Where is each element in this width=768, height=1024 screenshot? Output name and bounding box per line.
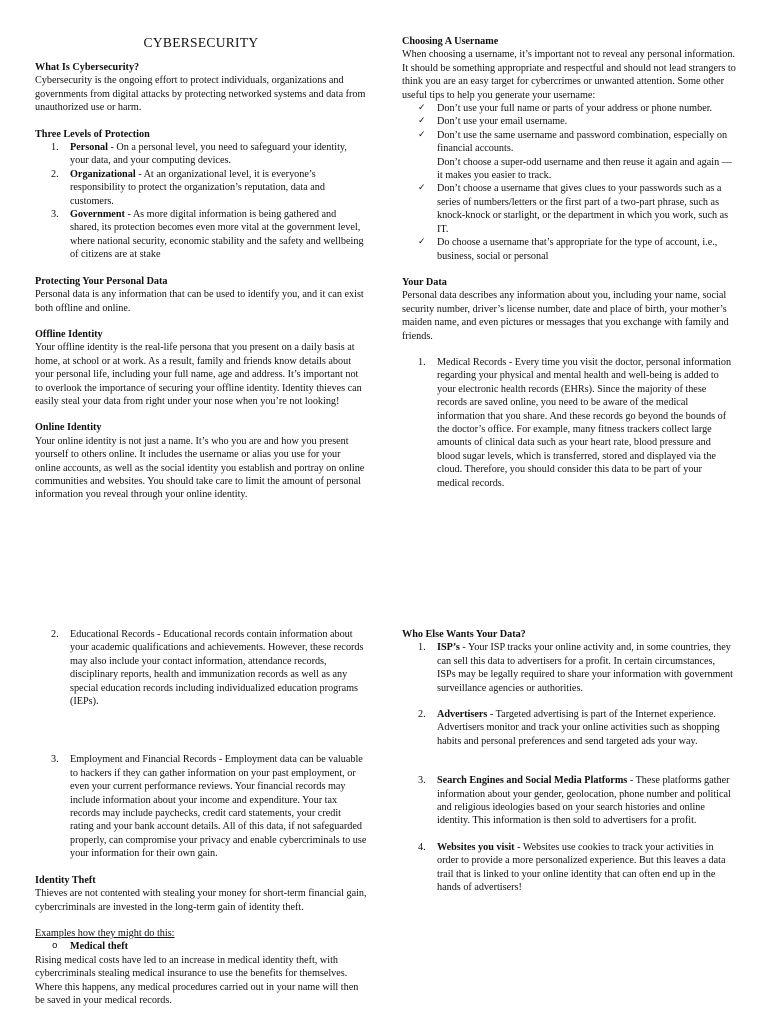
item-number: 2. (51, 629, 59, 640)
who-else-heading: Who Else Wants Your Data? (402, 629, 526, 640)
list-item (35, 168, 367, 208)
records-list-1 (402, 356, 736, 490)
tip-text: Don’t use your full name or parts of your address or phone number. (437, 103, 713, 115)
checkmark-icon: ✓ (418, 237, 426, 248)
username-tips-list (402, 102, 736, 263)
item-number: 1. (418, 642, 426, 654)
level-text: - As more digital information is being gathered and shared, its protection becomes even more vital at the government level, where national security, economic stability and the safety and wellbeing of citizens are at stake (70, 209, 364, 261)
checkmark-icon: ✓ (418, 103, 426, 114)
who-text: - Websites use cookies to track your activities in order to provide a more personalized experience. But this leaves a data trail that is linked to your online identity that can often end up in the hands of advertisers! (437, 841, 726, 894)
top-right-column (402, 35, 736, 490)
who-term: Advertisers (437, 709, 488, 721)
identity-theft-heading: Identity Theft (35, 874, 96, 886)
list-item (35, 753, 367, 860)
online-body: Your online identity is not just a name. It’s who you are and how you present yourself to others online. It includes the username or alias you use for your online accounts, as well as the social identity you establish and portray on online communities and websites. You should take care to limit the amount of personal information you reveal through your online identity. (35, 435, 365, 501)
record-text: Employment and Financial Records - Employment data can be valuable to hackers if they can gather information on your past employment, or even your current performance reviews. Your financial records may include information about your income and expenditure. Your tax records may include paychecks, credit card statements, your credit rating and your bank account details. All of this data, if not safeguarded properly, can compromise your privacy and enable cybercriminals to use your information for their own gain. (70, 754, 367, 860)
list-item (402, 236, 736, 263)
who-term: Search Engines and Social Media Platforms (437, 775, 628, 787)
levels-list (35, 141, 367, 262)
levels-heading: Three Levels of Protection (35, 128, 150, 140)
what-is-body: Cybersecurity is the ongoing effort to protect individuals, organizations and governments from digital attacks by protecting networked systems and data from unauthorized use or harm. (35, 75, 366, 114)
who-text: - Your ISP tracks your online activity and, in some countries, they can sell this data to advertisers for a profit. In certain circumstances, ISPs may be legally required to share your information with government surveillance agencies or authorities. (437, 642, 733, 694)
item-number: 3. (51, 209, 59, 221)
medical-theft-body: Rising medical costs have led to an increase in medical identity theft, with cybercriminals stealing medical insurance to use the benefits for themselves. Where this happens, any medical procedures carried out in your name will then be saved in your medical records. (35, 954, 359, 1006)
list-item (402, 708, 736, 748)
your-data-heading: Your Data (402, 276, 447, 288)
tip-text: Don’t use your email username. (437, 116, 568, 128)
item-number: 3. (51, 754, 59, 766)
who-term: Websites you visit (437, 841, 515, 853)
tip-text: Do choose a username that’s appropriate for the type of account, i.e., business, social or personal (437, 237, 718, 262)
checkmark-icon: ✓ (418, 116, 426, 127)
list-item (35, 628, 367, 708)
list-item (402, 182, 736, 236)
page-title: CYBERSECURITY (143, 35, 259, 50)
list-item (402, 356, 736, 490)
list-item (402, 641, 736, 695)
item-number: 3. (418, 775, 426, 787)
who-text: - These platforms gather information about your gender, geolocation, phone number and political and religious ideologies based on your search histories and online identity. This information is then sold to advertisers for a profit. (437, 775, 731, 827)
list-item (402, 156, 736, 183)
checkmark-icon: ✓ (418, 129, 426, 140)
list-item (35, 208, 367, 262)
item-number: 1. (418, 356, 426, 368)
protecting-heading: Protecting Your Personal Data (35, 275, 168, 287)
circle-bullet-icon: o (52, 941, 58, 952)
top-left-column (35, 35, 367, 502)
records-list-3 (35, 753, 367, 860)
list-item (402, 841, 736, 895)
list-item (402, 129, 736, 156)
level-text: - At an organizational level, it is everyone’s responsibility to protect the organization’s reputation, data and customers. (70, 168, 325, 207)
examples-list (35, 940, 367, 953)
records-list-2 (35, 628, 367, 708)
tip-text: Don’t choose a username that gives clues to your passwords such as a series of numbers/letters or the first part of a two-part phrase, such as knock-knock or starlight, or the department in which you work, such as IT. (437, 183, 729, 235)
offline-heading: Offline Identity (35, 328, 103, 340)
item-number: 2. (51, 168, 59, 180)
who-term: ISP’s (437, 642, 460, 654)
level-term: Organizational (70, 168, 136, 180)
identity-theft-body: Thieves are not contented with stealing your money for short-term financial gain, cybercriminals are invested in the long-term gain of identity theft. (35, 888, 367, 913)
medical-theft-label: Medical theft (70, 941, 128, 953)
username-body: When choosing a username, it’s important not to reveal any personal information. It should be something appropriate and respectful and should not lead strangers to think you are an easy target for cybercrimes or unwanted attention. Some other useful tips to help you generate your username: (402, 49, 736, 101)
item-number: 4. (418, 841, 426, 853)
what-is-heading: What Is Cybersecurity? (35, 62, 140, 73)
bottom-right-column (402, 628, 736, 895)
item-number: 1. (51, 142, 59, 154)
list-item (402, 774, 736, 828)
level-text: - On a personal level, you need to safeguard your identity, your data, and your computing devices. (70, 142, 347, 167)
tip-text: Don’t use the same username and password combination, especially on financial accounts. (437, 129, 728, 155)
username-heading: Choosing A Username (402, 36, 499, 47)
list-item (402, 102, 736, 115)
record-text: Educational Records - Educational records contain information about your academic qualifications and achievements. However, these records may also include your contact information, attendance records, disciplinary reports, health and immunization records as well as any special education records including individualized education programs (IEPs). (70, 629, 364, 708)
item-number: 2. (418, 709, 426, 721)
checkmark-icon: ✓ (418, 183, 426, 194)
examples-label: Examples how they might do this: (35, 927, 175, 939)
your-data-body: Personal data describes any information about you, including your name, social security number, driver’s license number, date and place of birth, your mother’s maiden name, and even pictures or messages that you exchange with family and friends. (402, 290, 729, 342)
who-else-list (402, 641, 736, 894)
offline-body: Your offline identity is the real-life persona that you present on a daily basis at home, at school or at work. As a result, family and friends know details about your personal life, including your full name, age and address. It’s important not to overlook the importance of securing your offline identity. Identity thieves can easily steal your data from right under your nose when you’re not looking! (35, 342, 362, 407)
who-text: - Targeted advertising is part of the Internet experience. Advertisers monitor and track your online activities such as shopping habits and personal preferences and send targeted ads your way. (437, 709, 720, 747)
bottom-left-column (35, 628, 367, 1007)
list-item (402, 115, 736, 128)
level-term: Government (70, 209, 125, 221)
protecting-body: Personal data is any information that can be used to identify you, and it can exist both offline and online. (35, 289, 364, 314)
online-heading: Online Identity (35, 422, 102, 434)
record-text: Medical Records - Every time you visit the doctor, personal information regarding your physical and mental health and well-being is added to your electronic health records (EHRs). Since the majority of these records are saved online, you need to be aware of the medical information that you share. And these records go beyond the bounds of the doctor’s office. For example, many fitness trackers collect large amounts of clinical data such as your heart rate, blood pressure and blood sugar levels, which is transferred, stored and displayed via the cloud. Therefore, you should consider this data to be part of your medical records. (437, 356, 732, 489)
list-item (35, 141, 367, 168)
level-term: Personal (70, 142, 108, 154)
tip-text: Don’t choose a super-odd username and then reuse it again and again — it makes you easier to track. (437, 156, 732, 182)
list-item (35, 940, 367, 953)
